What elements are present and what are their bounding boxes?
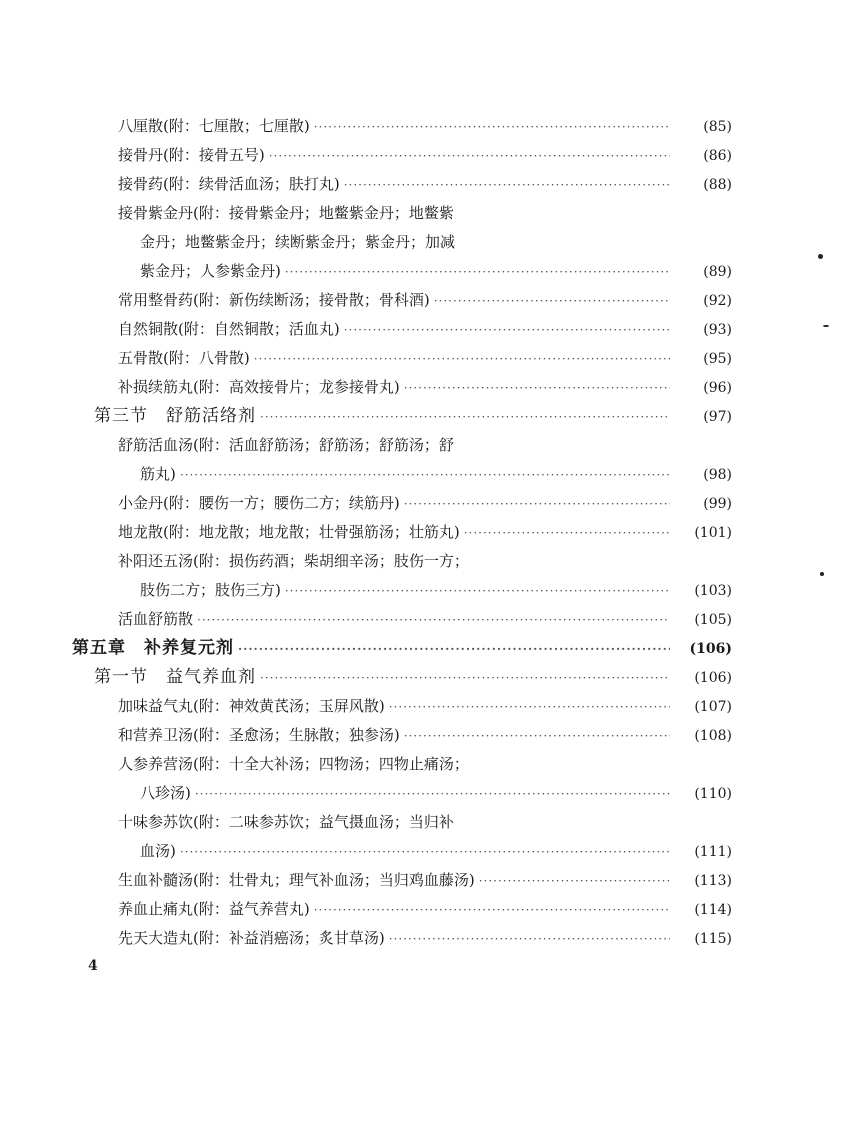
toc-entry-row [72, 605, 732, 634]
toc-entry-title: 和营养卫汤(附：圣愈汤；生脉散；独参汤) [118, 726, 400, 744]
toc-page-number: (103) [694, 583, 732, 599]
dot-leader [314, 113, 670, 142]
toc-entry-row [72, 518, 732, 547]
toc-page-number: (99) [703, 496, 732, 512]
toc-entry-title: 自然铜散(附：自然铜散；活血丸) [118, 320, 340, 338]
toc-entry-title: 生血补髓汤(附：壮骨丸；理气补血汤；当归鸡血藤汤) [118, 871, 475, 889]
toc-entry-title: 先天大造丸(附：补益消癌汤；炙甘草汤) [118, 929, 385, 947]
toc-page-number: (106) [694, 670, 732, 686]
toc-entry-title: 养血止痛丸(附：益气养营丸) [118, 900, 310, 918]
dot-leader [195, 780, 670, 809]
scan-speck [820, 572, 824, 576]
toc-page-number: (105) [694, 612, 732, 628]
toc-entry-row [72, 431, 732, 460]
toc-page-number: (113) [694, 873, 732, 889]
toc-cont-row [72, 460, 732, 489]
toc-entry-row [72, 373, 732, 402]
toc-entry-title: 地龙散(附：地龙散；地龙散；壮骨强筋汤；壮筋丸) [118, 523, 460, 541]
toc-page-number: (110) [694, 786, 732, 802]
toc-page-number: (114) [694, 902, 732, 918]
toc-cont-row [72, 576, 732, 605]
toc-entry-title: 小金丹(附：腰伤一方；腰伤二方；续筋丹) [118, 494, 400, 512]
toc-entry-title: 五骨散(附：八骨散) [118, 349, 250, 367]
toc-entry-title: 第一节 益气养血剂 [94, 667, 256, 687]
toc-entry-title: 补阳还五汤(附：损伤药酒；柴胡细辛汤；肢伤一方； [118, 552, 469, 570]
toc-entry-title: 紫金丹；人参紫金丹) [140, 262, 281, 280]
toc-entry-title: 接骨紫金丹(附：接骨紫金丹；地鳖紫金丹；地鳖紫 [118, 204, 454, 222]
toc-entry-title: 血汤) [140, 842, 176, 860]
toc-entry-title: 接骨丹(附：接骨五号) [118, 146, 265, 164]
toc-entry-title: 加味益气丸(附：神效黄芪汤；玉屏风散) [118, 697, 385, 715]
toc-section-row [72, 663, 732, 692]
dot-leader [180, 461, 670, 490]
scan-speck [823, 325, 829, 327]
dot-leader [285, 258, 670, 287]
toc-entry-title: 八珍汤) [140, 784, 191, 802]
toc-entry-title: 舒筋活血汤(附：活血舒筋汤；舒筋汤；舒筋汤；舒 [118, 436, 454, 454]
toc-entry-title: 常用整骨药(附：新伤续断汤；接骨散；骨科酒) [118, 291, 430, 309]
toc-page-number: (107) [694, 699, 732, 715]
toc-page-number: (106) [689, 641, 732, 657]
dot-leader [314, 896, 670, 925]
toc-entry-row [72, 547, 732, 576]
toc-page-number: (88) [703, 177, 732, 193]
toc-page-number: (97) [703, 409, 732, 425]
toc-page-number: (93) [703, 322, 732, 338]
dot-leader [479, 867, 670, 896]
toc-entry-row [72, 750, 732, 779]
toc-entry-row [72, 286, 732, 315]
toc-entry-row [72, 895, 732, 924]
dot-leader [344, 171, 670, 200]
toc-entry-row [72, 808, 732, 837]
toc-page-number: (92) [703, 293, 732, 309]
toc-entry-row [72, 170, 732, 199]
dot-leader [260, 403, 670, 432]
toc-page-number: (95) [703, 351, 732, 367]
toc-cont-row [72, 779, 732, 808]
dot-leader [254, 345, 670, 374]
toc-page-number: (98) [703, 467, 732, 483]
toc-cont-row [72, 228, 732, 257]
toc-entry-row [72, 721, 732, 750]
toc-entry-row [72, 315, 732, 344]
dot-leader [404, 374, 670, 403]
toc-chapter-row [72, 634, 732, 663]
dot-leader [464, 519, 670, 548]
toc-page-number: (86) [703, 148, 732, 164]
dot-leader [344, 316, 670, 345]
dot-leader [197, 606, 670, 635]
toc-page-number: (115) [694, 931, 732, 947]
dot-leader [260, 664, 670, 693]
dot-leader [180, 838, 670, 867]
toc-entry-row [72, 489, 732, 518]
toc-entry-title: 补损续筋丸(附：高效接骨片；龙参接骨丸) [118, 378, 400, 396]
toc-entry-title: 第五章 补养复元剂 [72, 638, 234, 658]
toc-entry-title: 接骨药(附：续骨活血汤；肤打丸) [118, 175, 340, 193]
toc-page-number: (89) [703, 264, 732, 280]
toc-page-number: (96) [703, 380, 732, 396]
table-of-contents [72, 112, 732, 953]
toc-page-number: (111) [694, 844, 732, 860]
toc-entry-title: 十味参苏饮(附：二味参苏饮；益气摄血汤；当归补 [118, 813, 454, 831]
toc-entry-title: 第三节 舒筋活络剂 [94, 406, 256, 426]
dot-leader [434, 287, 670, 316]
toc-entry-title: 肢伤二方；肢伤三方) [140, 581, 281, 599]
dot-leader [269, 142, 670, 171]
toc-entry-title: 活血舒筋散 [118, 610, 194, 628]
toc-entry-title: 金丹；地鳖紫金丹；续断紫金丹；紫金丹；加减 [140, 233, 456, 251]
page-number: 4 [88, 958, 98, 974]
toc-section-row [72, 402, 732, 431]
toc-entry-row [72, 866, 732, 895]
scan-speck [818, 254, 823, 259]
toc-page-number: (101) [694, 525, 732, 541]
toc-cont-row [72, 837, 732, 866]
toc-entry-title: 八厘散(附：七厘散；七厘散) [118, 117, 310, 135]
dot-leader [238, 635, 670, 664]
toc-entry-row [72, 692, 732, 721]
toc-entry-row [72, 141, 732, 170]
toc-entry-title: 筋丸) [140, 465, 176, 483]
toc-page-number: (108) [694, 728, 732, 744]
toc-entry-row [72, 344, 732, 373]
dot-leader [404, 490, 670, 519]
toc-entry-row [72, 199, 732, 228]
toc-entry-title: 人参养营汤(附：十全大补汤；四物汤；四物止痛汤； [118, 755, 469, 773]
toc-cont-row [72, 257, 732, 286]
dot-leader [285, 577, 670, 606]
toc-page-number: (85) [703, 119, 732, 135]
toc-entry-row [72, 112, 732, 141]
dot-leader [404, 722, 670, 751]
dot-leader [389, 693, 670, 722]
dot-leader [389, 925, 670, 954]
toc-entry-row [72, 924, 732, 953]
